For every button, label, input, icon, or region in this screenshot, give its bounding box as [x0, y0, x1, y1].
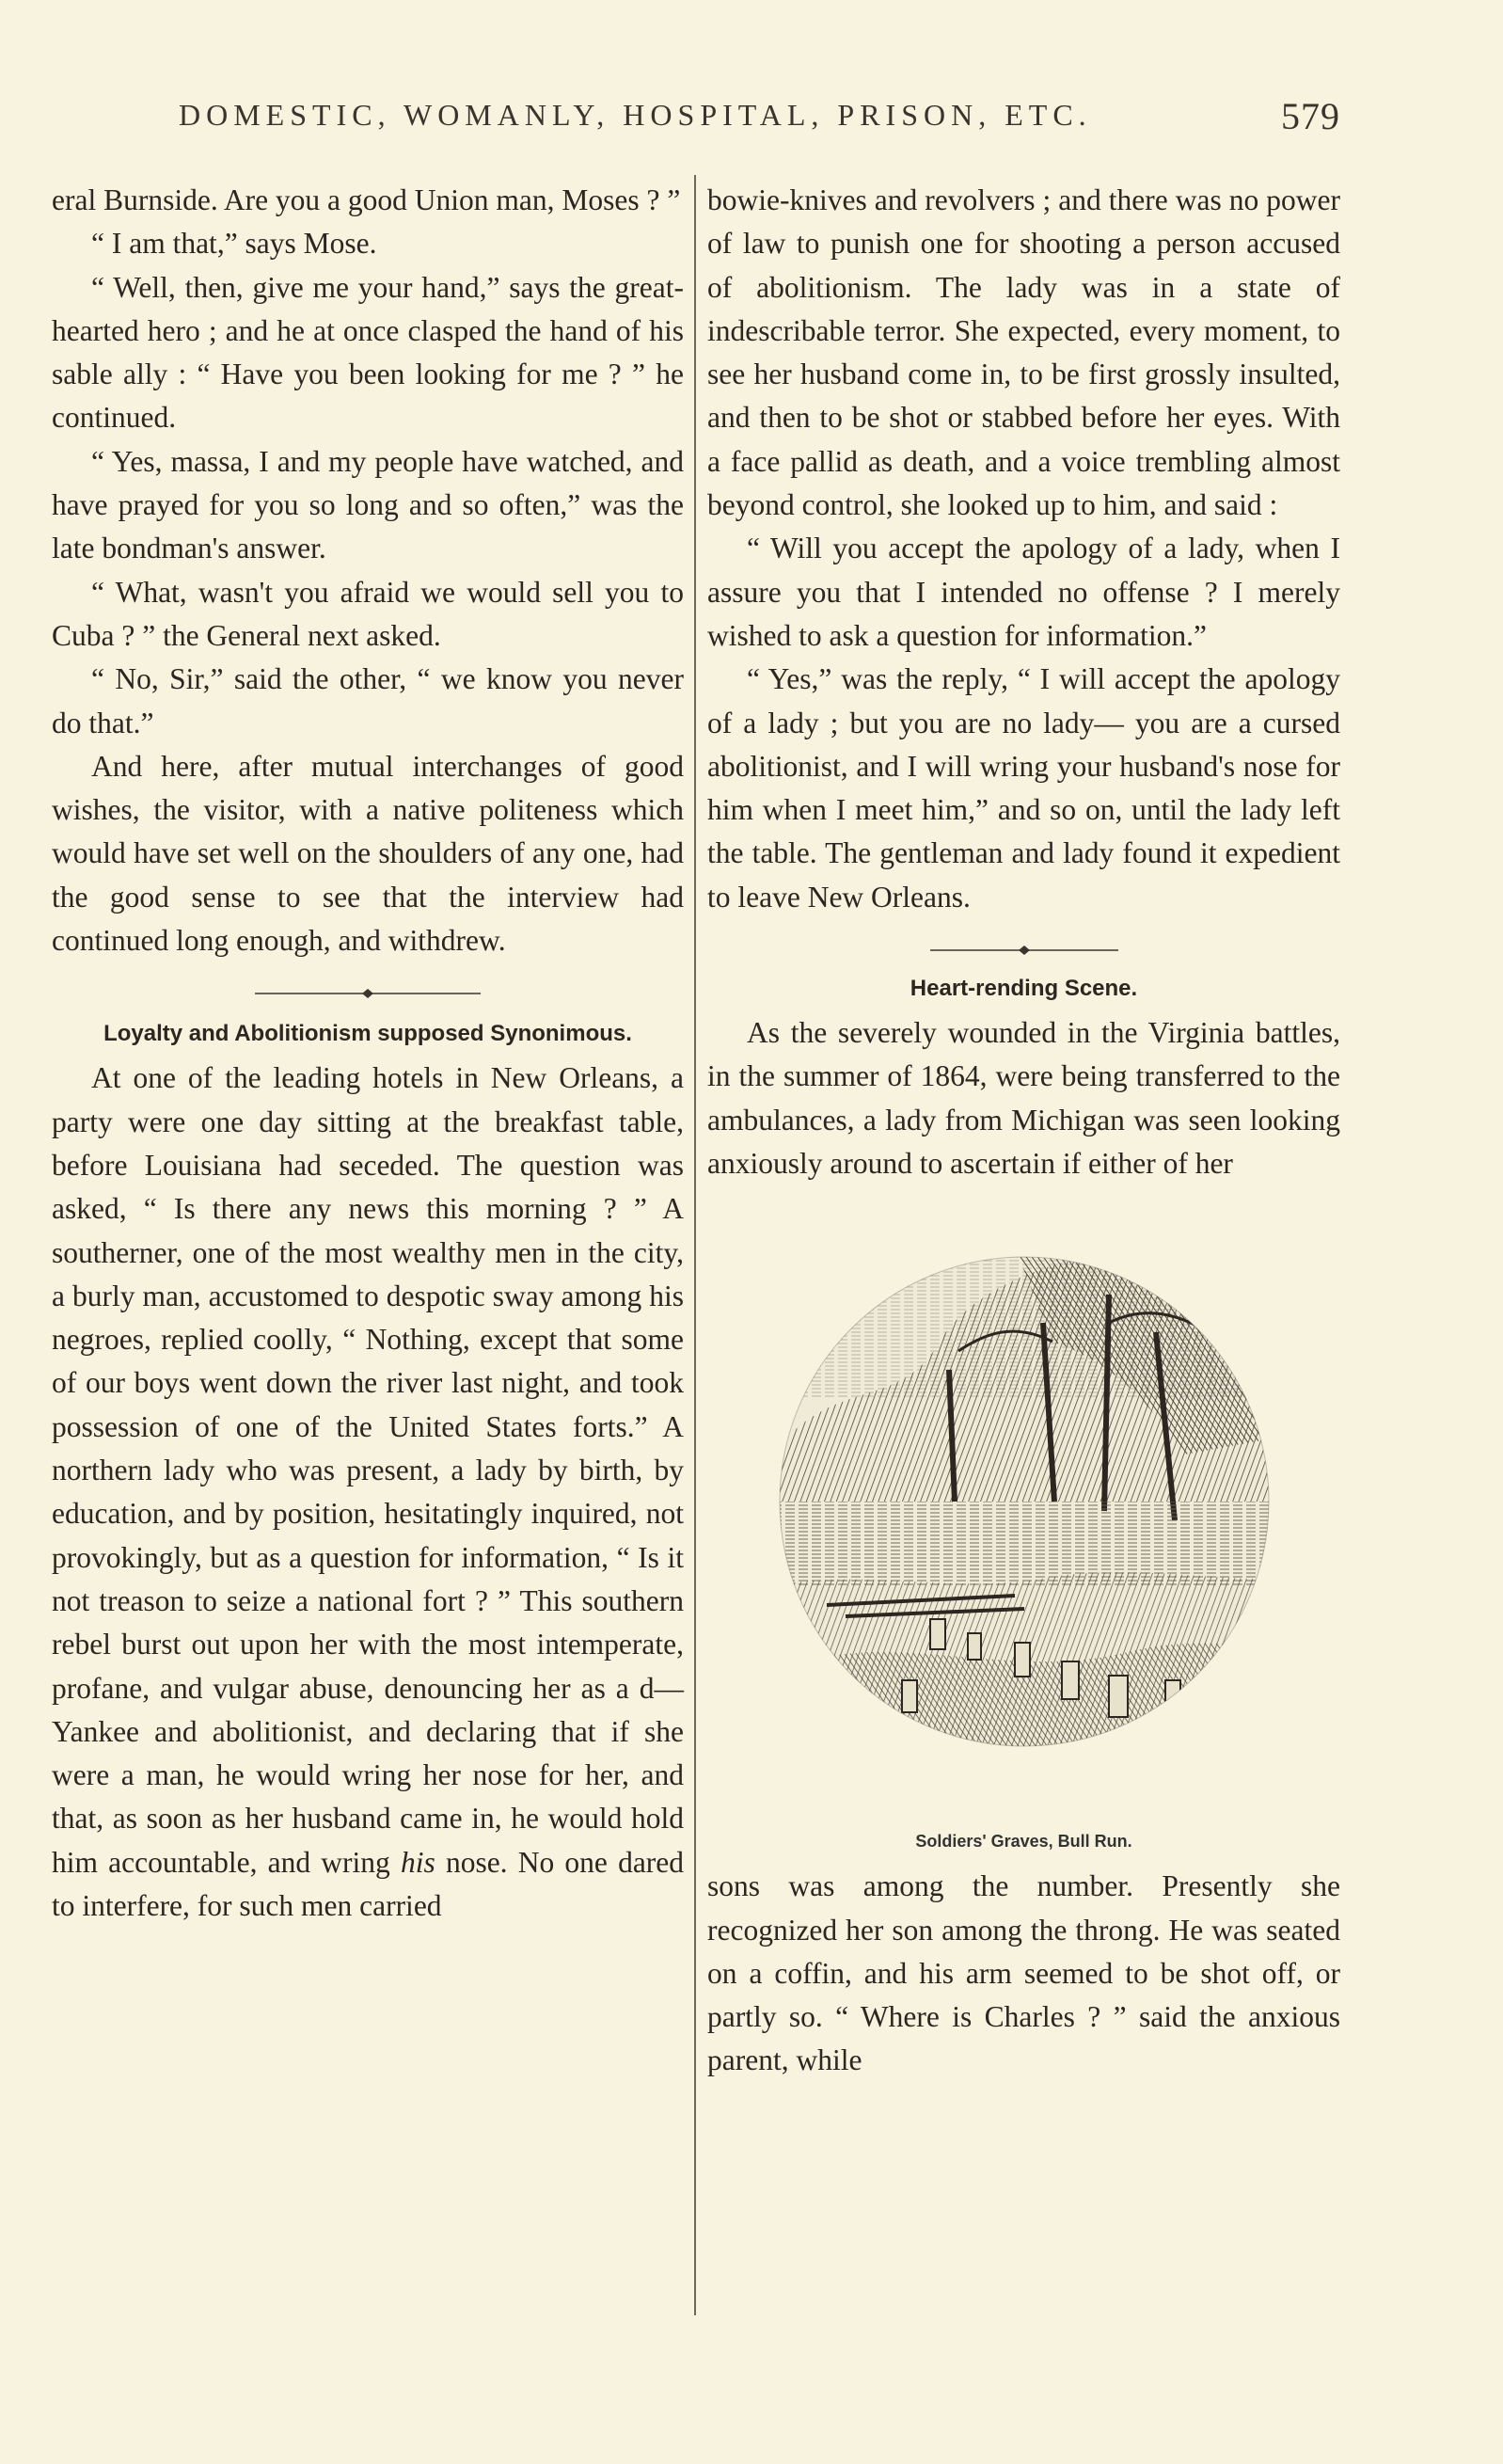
paragraph: As the severely wounded in the Virginia battles, in the summer of 1864, were being transferred to the ambulances, a lady from Michigan was seen looking anxiously around to ascertain if either of her [707, 1016, 1340, 1180]
paragraph-text: At one of the leading hotels in New Orleans, a party were one day sitting at the breakfast table, before Louisiana had seceded. The question was asked, “ Is there any news this morning ? ” A southerner, one of the most wealthy men in the city, a burly man, accustomed to despotic sway among his negroes, replied coolly, “ Nothing, except that some of our boys went down the river last night, and took possession of one of the United States forts.” A northern lady who was present, a lady by birth, by education, and by position, hesitatingly inquired, not provokingly, but as a question for information, “ Is it not treason to seize a national fort ? ” This southern rebel burst out upon her with the most intemperate, profane, and vulgar abuse, denouncing her as a d— Yankee and abolitionist, and declaring that if she were a man, he would wring her nose for her, and that, as soon as her husband came in, he would hold him accountable, and wring [52, 1061, 684, 1879]
emphasis-text: his [400, 1845, 435, 1879]
paragraph [52, 1057, 684, 1928]
paragraph: sons was among the number. Presently she recognized her son among the throng. He was seated on a coffin, and his arm seemed to be shot off, or partly so. “ Where is Charles ? ” said the anxious parent, while [707, 1869, 1340, 2077]
right-column [707, 179, 1340, 2083]
paragraph: bowie-knives and revolvers ; and there was no power of law to punish one for shooting a person accused of abolitionism. The lady was in a state of indescribable terror. She expected, every moment, to see her husband come in, to be first grossly insulted, and then to be shot or stabbed before her eyes. With a face pallid as death, and a voice trembling almost beyond control, she looked up to him, and said : [707, 183, 1340, 522]
paragraph: “ Will you accept the apology of a lady, when I assure you that I intended no offense ? I merely wished to ask a question for information.” [707, 532, 1340, 652]
figure-caption: Soldiers' Graves, Bull Run. [915, 1832, 1132, 1852]
paragraph: “ What, wasn't you afraid we would sell you to Cuba ? ” the General next asked. [52, 575, 684, 652]
paragraph: And here, after mutual interchanges of good wishes, the visitor, with a native politeness which would have set well on the shoulders of any one, had the good sense to see that the interview had continued long enough, and withdrew. [52, 749, 684, 958]
section-heading: Loyalty and Abolitionism supposed Synonimous. [103, 1021, 632, 1047]
paragraph: “ Yes, massa, I and my people have watched, and have prayed for you so long and so often,” was the late bondman's answer. [52, 444, 684, 565]
paragraph: “ I am that,” says Mose. [91, 227, 377, 261]
running-title: DOMESTIC, WOMANLY, HOSPITAL, PRISON, ETC. [179, 98, 1092, 132]
paragraph: “ Well, then, give me your hand,” says the great-hearted hero ; and he at once clasped the hand of his sable ally : “ Have you been looking for me ? ” he continued. [52, 270, 684, 435]
page-number: 579 [1281, 95, 1340, 137]
left-column [52, 179, 684, 1928]
column-divider [694, 175, 696, 2315]
paragraph-text: nose. No one dared to interfere, for such men carried [52, 1845, 685, 1922]
running-header [179, 95, 1340, 145]
paragraph: “ No, Sir,” said the other, “ we know you never do that.” [52, 662, 684, 739]
paragraph: “ Yes,” was the reply, “ I will accept the apology of a lady ; but you are no lady— you are a cursed abolitionist, and I will wring your husband's nose for him when I meet him,” and so on, until the lady left the table. The gentleman and lady found it expedient to leave New Orleans. [707, 662, 1340, 914]
section-heading: Heart-rending Scene. [910, 976, 1138, 1002]
section-divider-ornament [930, 944, 1118, 957]
engraving-soldiers-graves [733, 1191, 1316, 1831]
section-divider-ornament [255, 987, 481, 1000]
paragraph: eral Burnside. Are you a good Union man, Moses ? ” [52, 183, 681, 216]
